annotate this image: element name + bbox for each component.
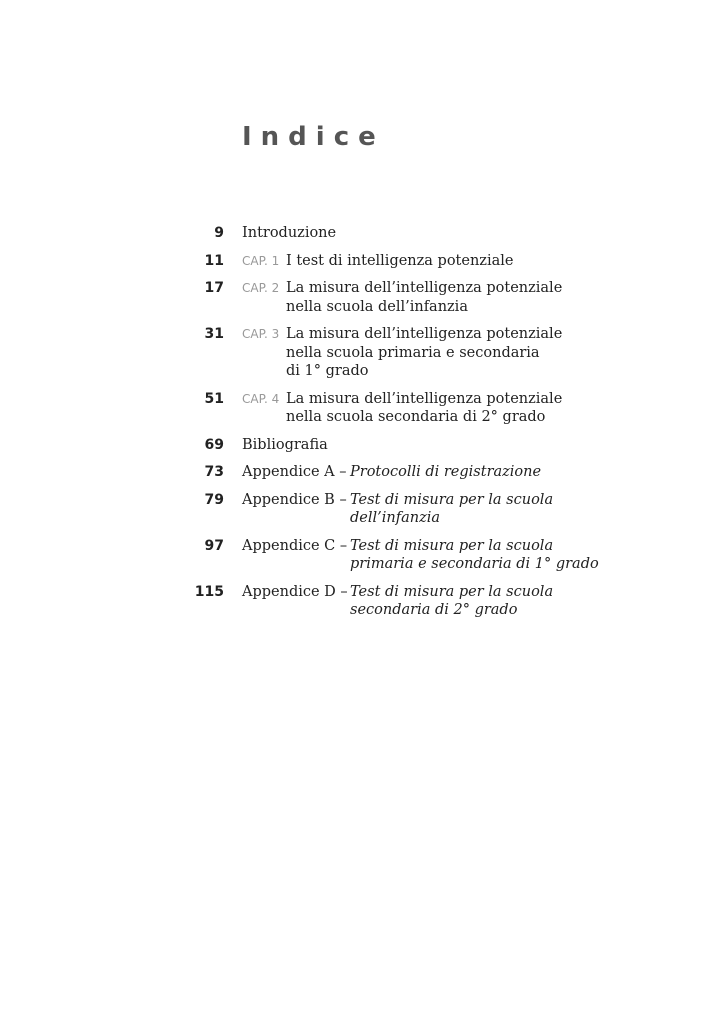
entry-title: Protocolli di registrazione <box>350 464 542 480</box>
entry-title: Introduzione <box>242 225 337 241</box>
entry-title: I test di intelligenza potenziale <box>286 252 514 269</box>
toc-entry-cap-2[interactable] <box>0 279 719 316</box>
toc-entry-appendice-b[interactable] <box>0 491 719 528</box>
page-number: 73 <box>204 464 224 480</box>
page-number: 51 <box>204 390 224 407</box>
toc-entry-appendice-d[interactable] <box>0 583 719 620</box>
entry-title-continued: nella scuola primaria e secondaria <box>286 344 540 361</box>
entry-title-continued: primaria e secondaria di 1° grado <box>350 556 599 572</box>
entry-title: Test di misura per la scuola <box>350 491 554 508</box>
entry-title-continued: dell’infanzia <box>350 510 440 526</box>
appendix-label: Appendice A – <box>242 464 347 480</box>
chapter-label: CAP. 4 <box>242 391 280 406</box>
toc-entry-cap-1[interactable] <box>0 252 719 271</box>
entry-title: Bibliografia <box>242 436 328 453</box>
page-number: 9 <box>214 225 224 241</box>
page-number: 31 <box>204 326 224 342</box>
page-number: 69 <box>204 436 224 453</box>
page-title: Indice <box>242 122 385 152</box>
toc-entry-bibliografia[interactable] <box>0 436 719 455</box>
page-number: 79 <box>204 491 224 508</box>
toc-entry-cap-3[interactable] <box>0 325 719 381</box>
page-number: 11 <box>204 252 224 269</box>
entry-title-continued: nella scuola dell’infanzia <box>286 298 468 315</box>
entry-title: La misura dell’intelligenza potenziale <box>286 280 563 296</box>
chapter-label: CAP. 1 <box>242 253 280 268</box>
entry-title: La misura dell’intelligenza potenziale <box>286 390 563 407</box>
entry-title: Test di misura per la scuola <box>350 537 554 554</box>
toc-entry-cap-4[interactable] <box>0 390 719 427</box>
page-number: 115 <box>194 583 224 600</box>
appendix-label: Appendice D – <box>242 583 348 600</box>
entry-title: Test di misura per la scuola <box>350 583 554 600</box>
entry-title: La misura dell’intelligenza potenziale <box>286 326 563 342</box>
appendix-label: Appendice B – <box>242 491 347 508</box>
chapter-label: CAP. 3 <box>242 327 280 341</box>
page-number: 97 <box>204 537 224 554</box>
entry-title-continued: secondaria di 2° grado <box>350 602 518 618</box>
page-number: 17 <box>204 280 224 296</box>
toc-entry-introduzione[interactable] <box>0 224 719 243</box>
entry-title-continued: nella scuola secondaria di 2° grado <box>286 409 546 425</box>
appendix-label: Appendice C – <box>242 537 348 554</box>
toc-entry-appendice-a[interactable] <box>0 463 719 482</box>
chapter-label: CAP. 2 <box>242 281 280 295</box>
table-of-contents <box>0 224 719 629</box>
toc-entry-appendice-c[interactable] <box>0 537 719 574</box>
entry-title-continued: di 1° grado <box>286 363 369 379</box>
